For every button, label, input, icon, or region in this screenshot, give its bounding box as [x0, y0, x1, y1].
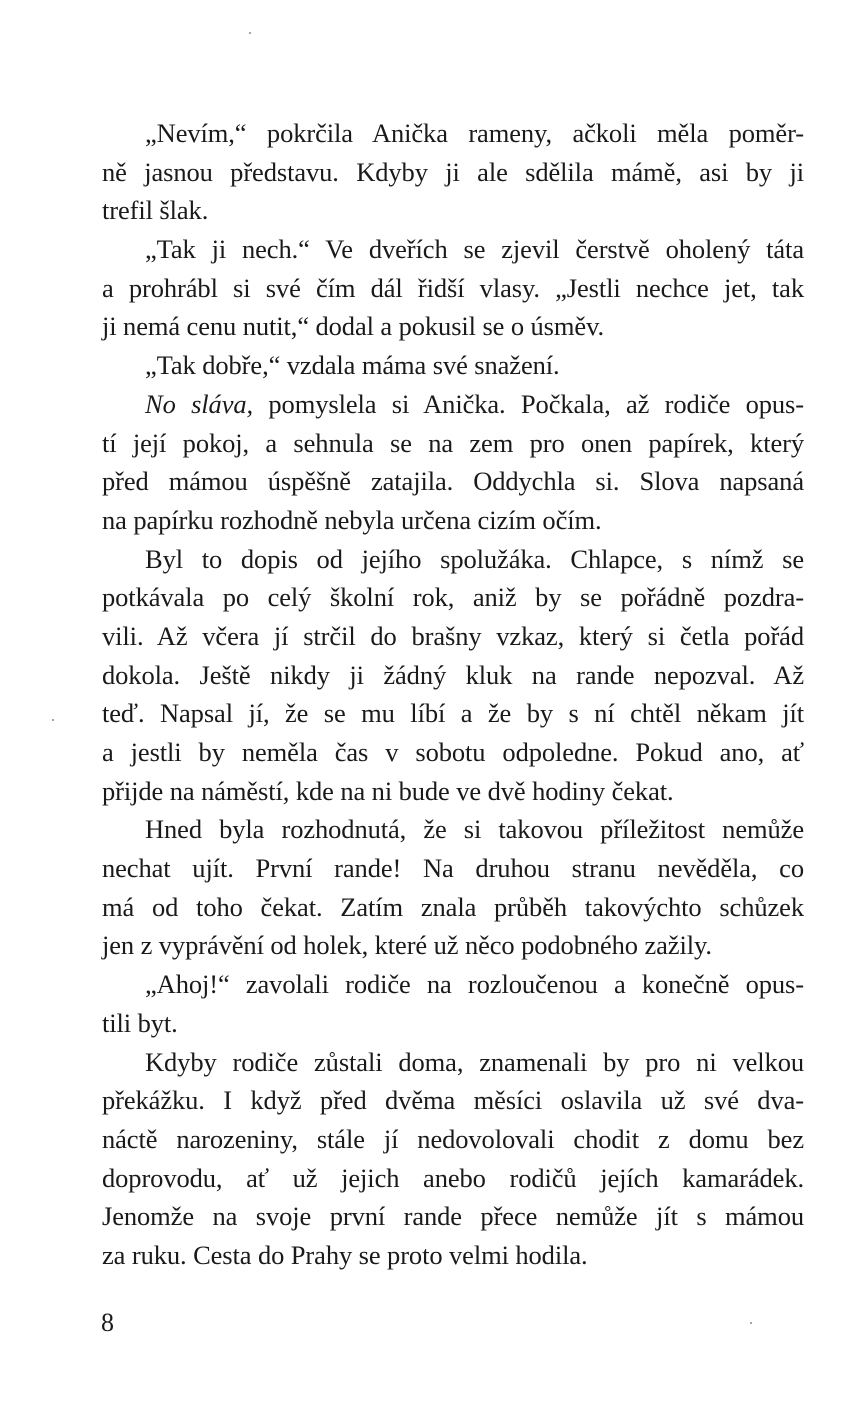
line-text: potkávala po celý školní rok, aniž by se pořádně pozdra- [102, 582, 804, 613]
line-text: ji nemá cenu nutit,“ dodal a pokusil se o úsměv. [102, 311, 605, 342]
text-line [102, 772, 804, 811]
line-text: Kdyby rodiče zůstali doma, znamenali by pro ni velkou [145, 1046, 804, 1077]
text-line [102, 540, 804, 579]
line-text: Hned byla rozhodnutá, že si takovou příležitost nemůže [145, 814, 804, 845]
line-text: a jestli by neměla čas v sobotu odpoledne. Pokud ano, ať [102, 737, 804, 767]
text-line [102, 1004, 804, 1043]
text-line [102, 385, 804, 424]
line-text: Byl to dopis od jejího spolužáka. Chlapce, s nímž se [145, 543, 804, 574]
line-text: vili. Až včera jí strčil do brašny vzkaz, který si četla pořád [102, 620, 804, 651]
scan-speck [52, 719, 54, 721]
text-line [102, 424, 804, 463]
page-number: 8 [101, 1308, 114, 1337]
text-line [102, 501, 804, 540]
text-line [102, 733, 804, 772]
line-text: Jenomže na svoje první rande přece nemůže jít s mámou [102, 1201, 804, 1232]
line-text: přijde na náměstí, kde na ni bude ve dvě hodiny čekat. [102, 775, 674, 806]
text-line [102, 230, 804, 269]
line-text: doprovodu, ať už jejich anebo rodičů jejích kamarádek. [102, 1162, 804, 1193]
line-text: před mámou úspěšně zatajila. Oddychla si. Slova napsaná [102, 466, 804, 497]
line-text: jen z vyprávění od holek, které už něco podobného zažily. [102, 930, 712, 961]
text-line [102, 656, 804, 695]
text-line [102, 965, 804, 1004]
scan-speck [750, 1322, 752, 1324]
line-text: náctě narozeniny, stále jí nedovolovali chodit z domu bez [102, 1123, 804, 1154]
line-text: za ruku. Cesta do Prahy se proto velmi hodila. [102, 1239, 588, 1270]
line-text: teď. Napsal jí, že se mu líbí a že by s ní chtěl někam jít [102, 698, 804, 729]
line-text: „Tak dobře,“ vzdala máma své snažení. [145, 350, 560, 381]
text-line [102, 926, 804, 965]
text-line [102, 114, 804, 153]
line-text: tili byt. [102, 1007, 178, 1038]
line-text: trefil šlak. [102, 195, 209, 226]
text-line [102, 1159, 804, 1198]
text-line [102, 1043, 804, 1082]
text-line [102, 1081, 804, 1120]
text-line [102, 694, 804, 733]
line-text: na papírku rozhodně nebyla určena cizím očím. [102, 504, 602, 535]
line-text: a prohrábl si své čím dál řidší vlasy. „Jestli nechce jet, tak [102, 272, 804, 303]
line-text: tí její pokoj, a sehnula se na zem pro onen papírek, který [102, 427, 804, 458]
scan-speck [249, 32, 251, 34]
line-text: pomyslela si Anička. Počkala, až rodiče opus- [253, 388, 804, 419]
text-line [102, 617, 804, 656]
line-text: má od toho čekat. Zatím znala průběh takovýchto schůzek [102, 891, 804, 922]
line-text: ně jasnou představu. Kdyby ji ale sdělila mámě, asi by ji [102, 156, 804, 187]
text-line [102, 578, 804, 617]
line-text: „Tak ji nech.“ Ve dveřích se zjevil čerstvě oholený táta [145, 234, 804, 265]
text-line [102, 153, 804, 192]
text-line [102, 810, 804, 849]
text-line [102, 462, 804, 501]
text-line [102, 1120, 804, 1159]
text-line [102, 849, 804, 888]
line-text: „Nevím,“ pokrčila Anička rameny, ačkoli měla poměr- [145, 118, 804, 148]
text-line [102, 1236, 804, 1275]
text-line [102, 269, 804, 308]
text-line [102, 191, 804, 230]
line-text: „Ahoj!“ zavolali rodiče na rozloučenou a konečně opus- [145, 969, 804, 1000]
line-text: překážku. I když před dvěma měsíci oslavila už své dva- [102, 1085, 804, 1116]
line-text: nechat ujít. První rande! Na druhou stranu nevěděla, co [102, 853, 804, 884]
text-line [102, 1197, 804, 1236]
text-line [102, 346, 804, 385]
text-line [102, 307, 804, 346]
body-text [102, 114, 804, 1275]
text-line [102, 888, 804, 927]
line-text: dokola. Ještě nikdy ji žádný kluk na rande nepozval. Až [102, 659, 804, 690]
italic-phrase: No sláva, [145, 388, 254, 419]
